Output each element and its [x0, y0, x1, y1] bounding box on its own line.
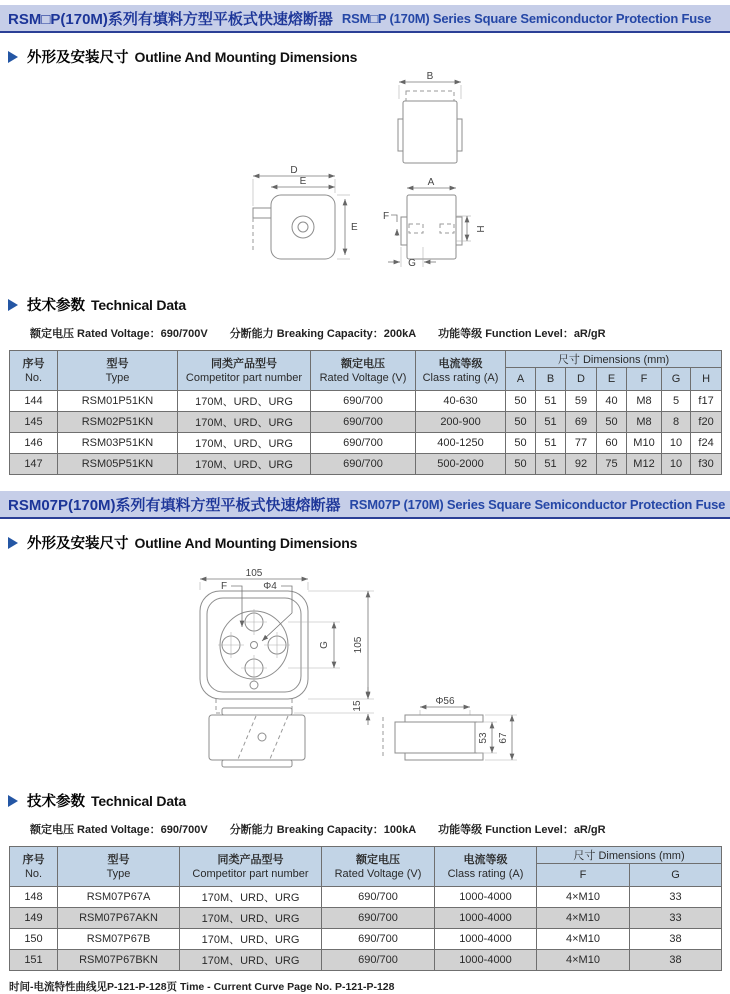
dim-label-h: H	[474, 225, 485, 233]
col-header-competitor: 同类产品型号 Competitor part number	[178, 351, 311, 391]
col-header-no: 序号 No.	[10, 847, 58, 887]
technical-table-2	[9, 846, 722, 971]
dim-label-g: G	[408, 258, 416, 269]
tech-heading-en: Technical Data	[91, 296, 186, 313]
breaking-capacity: 分断能力 Breaking Capacity：100kA	[229, 824, 417, 836]
dim-col-g: G	[630, 864, 722, 887]
outline-heading-cn: 外形及安装尺寸	[27, 536, 129, 552]
outline-heading-cn: 外形及安装尺寸	[27, 50, 129, 66]
dim-label-e-inner: E	[299, 176, 307, 187]
col-header-voltage: 额定电压 Rated Voltage (V)	[311, 351, 416, 391]
dim-label-67: 67	[498, 732, 509, 744]
outline-heading-en: Outline And Mounting Dimensions	[134, 534, 358, 551]
dim-col-g: G	[662, 368, 691, 391]
outline-heading-2	[8, 532, 730, 553]
dim-label-f: F	[382, 211, 390, 222]
dim-label-f2: F	[220, 581, 228, 592]
ratings-line-2	[30, 821, 730, 837]
dim-col-e: E	[597, 368, 627, 391]
table-row: 146 RSM03P51KN 170M、URD、URG 690/700 400-1250 50 51 77 60 M10 10 f24	[10, 433, 722, 454]
dim-label-a: A	[427, 177, 435, 188]
dim-label-e-side: E	[351, 222, 358, 233]
table-row: 147 RSM05P51KN 170M、URD、URG 690/700 500-2000 50 51 92 75 M12 10 f30	[10, 454, 722, 475]
dim-label-phi4: Φ4	[263, 581, 277, 592]
col-header-competitor: 同类产品型号 Competitor part number	[180, 847, 322, 887]
tech-heading-1	[8, 294, 730, 315]
table-row: 145 RSM02P51KN 170M、URD、URG 690/700 200-900 50 51 69 50 M8 8 f20	[10, 412, 722, 433]
col-header-voltage: 额定电压 Rated Voltage (V)	[322, 847, 435, 887]
dim-label-105-top: 105	[245, 568, 263, 579]
series-banner-2	[0, 491, 730, 519]
dim-label-105-side: 105	[353, 636, 364, 654]
banner1-title-cn: RSM□P(170M)系列有填料方型平板式快速熔断器	[8, 10, 333, 28]
tech-heading-cn: 技术参数	[27, 298, 85, 314]
dim-label-15: 15	[352, 700, 363, 712]
triangle-bullet-icon	[8, 51, 18, 63]
outline-drawing-2	[0, 555, 730, 777]
tech-heading-2	[8, 790, 730, 811]
table-row: 150 RSM07P67B 170M、URD、URG 690/700 1000-4000 4×M10 38	[10, 929, 722, 950]
rated-voltage: 额定电压 Rated Voltage：690/700V	[30, 328, 208, 340]
dim-col-f: F	[537, 864, 630, 887]
table-row: 151 RSM07P67BKN 170M、URD、URG 690/700 1000-4000 4×M10 38	[10, 950, 722, 971]
triangle-bullet-icon	[8, 795, 18, 807]
dim-col-d: D	[566, 368, 597, 391]
col-header-dimensions: 尺寸 Dimensions (mm)	[506, 351, 722, 368]
banner2-title-en: RSM07P (170M) Series Square Semiconductor Protection Fuse	[349, 496, 726, 512]
time-current-curve-note: 时间-电流特性曲线见P-121-P-128页 Time - Current Curve Page No. P-121-P-128	[9, 981, 395, 993]
dim-label-g2: G	[319, 641, 330, 649]
tech-heading-cn: 技术参数	[27, 794, 85, 810]
technical-table-1	[9, 350, 722, 475]
function-level: 功能等级 Function Level：aR/gR	[438, 824, 606, 836]
dim-col-f: F	[627, 368, 662, 391]
col-header-class: 电流等级 Class rating (A)	[435, 847, 537, 887]
dim-label-phi56: Φ56	[435, 696, 455, 707]
dim-label-d: D	[290, 165, 298, 176]
dim-label-53: 53	[478, 732, 489, 744]
breaking-capacity: 分断能力 Breaking Capacity：200kA	[229, 328, 417, 340]
col-header-type: 型号 Type	[58, 847, 180, 887]
col-header-type: 型号 Type	[58, 351, 178, 391]
tech-heading-en: Technical Data	[91, 792, 186, 809]
dim-col-b: B	[536, 368, 566, 391]
outline-drawing-1	[0, 69, 730, 281]
banner2-title-cn: RSM07P(170M)系列有填料方型平板式快速熔断器	[8, 496, 341, 514]
outline-heading-en: Outline And Mounting Dimensions	[134, 48, 358, 65]
dim-col-a: A	[506, 368, 536, 391]
banner1-title-en: RSM□P (170M) Series Square Semiconductor Protection Fuse	[341, 10, 712, 26]
dim-label-b: B	[426, 71, 434, 82]
table-row: 144 RSM01P51KN 170M、URD、URG 690/700 40-630 50 51 59 40 M8 5 f17	[10, 391, 722, 412]
dim-col-h: H	[691, 368, 722, 391]
col-header-dimensions: 尺寸 Dimensions (mm)	[537, 847, 722, 864]
series-banner-1	[0, 5, 730, 33]
table-row: 148 RSM07P67A 170M、URD、URG 690/700 1000-4000 4×M10 33	[10, 887, 722, 908]
outline-heading-1	[8, 46, 730, 67]
rated-voltage: 额定电压 Rated Voltage：690/700V	[30, 824, 208, 836]
table-row: 149 RSM07P67AKN 170M、URD、URG 690/700 1000-4000 4×M10 33	[10, 908, 722, 929]
ratings-line-1	[30, 325, 730, 341]
col-header-class: 电流等级 Class rating (A)	[416, 351, 506, 391]
triangle-bullet-icon	[8, 537, 18, 549]
triangle-bullet-icon	[8, 299, 18, 311]
col-header-no: 序号 No.	[10, 351, 58, 391]
function-level: 功能等级 Function Level：aR/gR	[438, 328, 606, 340]
